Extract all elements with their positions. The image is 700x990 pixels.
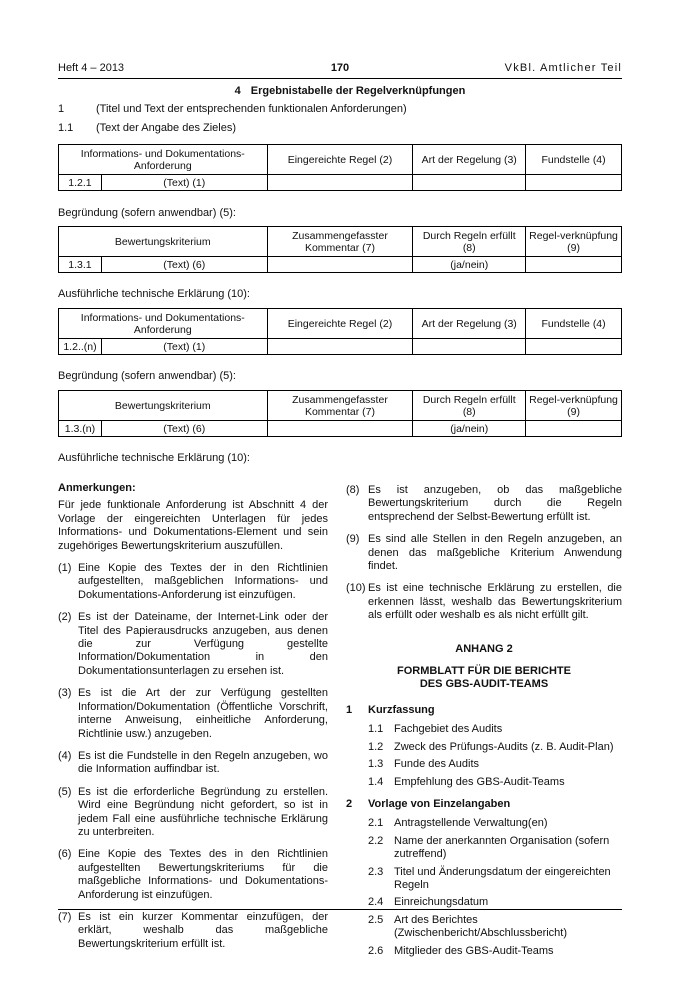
empty-cell bbox=[526, 257, 622, 273]
caption-begruendung: Begründung (sofern anwendbar) (5): bbox=[58, 207, 236, 219]
caption-erklaerung: Ausführliche technische Erklärung (10): bbox=[58, 288, 250, 300]
remark-item bbox=[346, 582, 622, 622]
row-number: 1.2..(n) bbox=[59, 339, 102, 355]
empty-cell bbox=[267, 421, 413, 437]
sub-key: 2.2 bbox=[368, 834, 384, 847]
row-value: (ja/nein) bbox=[413, 257, 526, 273]
footer-rule bbox=[58, 909, 622, 910]
header-cell: Zusammengefasster Kommentar (7) bbox=[267, 391, 413, 421]
remark-text: Es ist der Dateiname, der Internet-Link oder der Titel des Papierausdrucks anzugeben, aus denen die zur Verfügung gestellte Information/Dokumentation in den Dokumentationsunterlagen zu ersehen ist. bbox=[78, 611, 328, 677]
table-3 bbox=[58, 308, 622, 355]
row-text: (Text) (1) bbox=[101, 175, 267, 191]
line-number: 1 bbox=[58, 103, 65, 115]
annex-section-title: Kurzfassung bbox=[368, 703, 435, 716]
row-value: (ja/nein) bbox=[413, 421, 526, 437]
annex-sub-item bbox=[346, 817, 622, 830]
section-title: Ergebnistabelle der Regelverknüpfungen bbox=[250, 85, 466, 97]
line-text: (Titel und Text der entsprechenden funktionalen Anforderungen) bbox=[96, 103, 407, 115]
annex-section-1 bbox=[346, 704, 622, 717]
annex-title: ANHANG 2 bbox=[455, 642, 513, 655]
remark-text: Es ist die Fundstelle in den Regeln anzugeben, wo die Information auffindbar ist. bbox=[78, 749, 328, 776]
remarks-column bbox=[58, 482, 328, 951]
remark-key: (10) bbox=[346, 582, 366, 595]
annex-sub-item bbox=[346, 914, 622, 941]
row-text: (Text) (6) bbox=[101, 421, 267, 437]
remark-key: (5) bbox=[58, 785, 72, 798]
remark-text: Es ist die Art der zur Verfügung gestellten Information/Dokumentation (Öffentliche Vorschrift, interne Anweisung, einheitliche Anforderung, Richtlinie usw.) anzugeben. bbox=[78, 687, 328, 740]
annex-subtitle-1: FORMBLATT FÜR DIE BERICHTE bbox=[397, 665, 571, 678]
remark-text: Eine Kopie des Textes der in den Richtlinien aufgestellten, maßgeblichen Informations- und Dokumentations-Anforderung ist einzufügen. bbox=[78, 562, 328, 601]
table-row bbox=[59, 257, 622, 273]
table-header-row bbox=[59, 227, 622, 257]
annex-sub-item bbox=[346, 866, 622, 893]
empty-cell bbox=[267, 339, 413, 355]
header-cell: Art der Regelung (3) bbox=[413, 145, 526, 175]
sub-text: Funde des Audits bbox=[394, 758, 480, 771]
page-number: 170 bbox=[330, 62, 350, 74]
header-cell: Bewertungskriterium bbox=[59, 227, 268, 257]
remarks-intro: Für jede funktionale Anforderung ist Abschnitt 4 der Vorlage der eingereichten Unterlagen für jedes Informations- und Dokumentations-Element und sein zugehöriges Bewertungskriterium auszufüllen. bbox=[58, 499, 328, 552]
empty-cell bbox=[267, 257, 413, 273]
remark-item bbox=[58, 611, 328, 678]
annex-section-2 bbox=[346, 798, 622, 811]
header-cell: Eingereichte Regel (2) bbox=[267, 145, 413, 175]
remark-key: (3) bbox=[58, 687, 72, 700]
sub-key: 2.5 bbox=[368, 913, 384, 926]
sub-key: 2.3 bbox=[368, 865, 384, 878]
header-cell: Bewertungskriterium bbox=[59, 391, 268, 421]
line-1-1 bbox=[58, 122, 236, 134]
header-cell: Informations- und Dokumentations-Anforderung bbox=[59, 309, 268, 339]
remark-item bbox=[58, 750, 328, 777]
remark-item bbox=[58, 911, 328, 951]
remark-item bbox=[58, 562, 328, 602]
table-2 bbox=[58, 226, 622, 273]
header-cell: Art der Regelung (3) bbox=[413, 309, 526, 339]
remark-key: (8) bbox=[346, 484, 360, 496]
row-number: 1.2.1 bbox=[59, 175, 102, 191]
right-column bbox=[346, 484, 622, 958]
running-header bbox=[58, 62, 622, 78]
header-cell: Informations- und Dokumentations-Anforderung bbox=[59, 145, 268, 175]
sub-key: 2.4 bbox=[368, 896, 384, 909]
annex-section-key: 2 bbox=[346, 797, 353, 810]
sub-text: Name der anerkannten Organisation (sofern zutreffend) bbox=[394, 834, 610, 861]
annex-section-title: Vorlage von Einzelangaben bbox=[368, 797, 511, 810]
row-number: 1.3.(n) bbox=[59, 421, 102, 437]
line-number: 1.1 bbox=[58, 122, 74, 134]
line-1 bbox=[58, 103, 407, 115]
header-cell: Durch Regeln erfüllt (8) bbox=[413, 391, 526, 421]
sub-key: 1.1 bbox=[368, 723, 384, 736]
remark-key: (4) bbox=[58, 749, 72, 762]
annex-sub-item bbox=[346, 758, 622, 771]
remark-key: (1) bbox=[58, 562, 72, 575]
caption-erklaerung: Ausführliche technische Erklärung (10): bbox=[58, 452, 250, 464]
sub-key: 1.2 bbox=[368, 740, 384, 753]
header-cell: Regel-verknüpfung (9) bbox=[526, 391, 622, 421]
row-text: (Text) (1) bbox=[101, 339, 267, 355]
remark-key: (6) bbox=[58, 848, 72, 861]
remark-item bbox=[58, 848, 328, 902]
empty-cell bbox=[526, 421, 622, 437]
annex-sub-item bbox=[346, 723, 622, 736]
header-cell: Regel-verknüpfung (9) bbox=[526, 227, 622, 257]
table-header-row bbox=[59, 145, 622, 175]
sub-key: 2.6 bbox=[368, 944, 384, 957]
header-rule bbox=[58, 78, 622, 79]
remark-text: Es ist eine technische Erklärung zu erstellen, die erkennen lässt, weshalb das Bewertungskriterium als erfüllt oder weshalb es als nicht erfüllt gilt. bbox=[368, 582, 622, 622]
section-heading bbox=[0, 85, 700, 97]
header-cell: Durch Regeln erfüllt (8) bbox=[413, 227, 526, 257]
table-header-row bbox=[59, 309, 622, 339]
issue-label: Heft 4 – 2013 bbox=[58, 62, 125, 74]
annex-subtitle-2: DES GBS-AUDIT-TEAMS bbox=[419, 678, 549, 691]
annex-sub-item bbox=[346, 835, 622, 862]
sub-text: Antragstellende Verwaltung(en) bbox=[394, 817, 548, 830]
table-row bbox=[59, 421, 622, 437]
sub-key: 1.3 bbox=[368, 758, 384, 771]
publication-title: VkBl. Amtlicher Teil bbox=[504, 62, 622, 74]
empty-cell bbox=[526, 339, 622, 355]
remark-text: Es sind alle Stellen in den Regeln anzugeben, an denen das maßgebliche Kriterium Anwendung findet. bbox=[368, 533, 622, 573]
sub-text: Art des Berichtes (Zwischenbericht/Abschlussbericht) bbox=[394, 913, 568, 940]
row-number: 1.3.1 bbox=[59, 257, 102, 273]
remarks-title: Anmerkungen: bbox=[58, 482, 136, 494]
caption-begruendung: Begründung (sofern anwendbar) (5): bbox=[58, 370, 236, 382]
annex-sub-item bbox=[346, 776, 622, 789]
sub-text: Empfehlung des GBS-Audit-Teams bbox=[394, 775, 565, 788]
remark-text: Es ist ein kurzer Kommentar einzufügen, der erklärt, weshalb das maßgebliche Bewertungskriterium erfüllt ist. bbox=[78, 910, 328, 950]
sub-text: Mitglieder des GBS-Audit-Teams bbox=[394, 944, 554, 957]
sub-text: Fachgebiet des Audits bbox=[394, 723, 503, 736]
header-cell: Fundstelle (4) bbox=[526, 309, 622, 339]
line-text: (Text der Angabe des Zieles) bbox=[96, 122, 237, 134]
sub-key: 2.1 bbox=[368, 817, 384, 830]
remark-key: (9) bbox=[346, 533, 360, 546]
annex-sub-item bbox=[346, 741, 622, 754]
section-number: 4 bbox=[234, 85, 241, 97]
sub-text: Titel und Änderungsdatum der eingereichten Regeln bbox=[394, 865, 611, 891]
sub-text: Zweck des Prüfungs-Audits (z. B. Audit-Plan) bbox=[394, 740, 614, 753]
remark-text: Es ist die erforderliche Begründung zu erstellen. Wird eine Begründung nicht gefordert, so ist in jedem Fall eine ausführliche technische Erklärung zu unterbreiten. bbox=[78, 785, 328, 838]
remark-key: (2) bbox=[58, 611, 72, 624]
annex-section-key: 1 bbox=[346, 703, 353, 716]
table-4 bbox=[58, 390, 622, 437]
table-1 bbox=[58, 144, 622, 191]
remark-item bbox=[346, 484, 622, 524]
header-cell: Fundstelle (4) bbox=[526, 145, 622, 175]
annex-sub-item bbox=[346, 896, 622, 909]
remark-item bbox=[58, 687, 328, 741]
header-cell: Zusammengefasster Kommentar (7) bbox=[267, 227, 413, 257]
empty-cell bbox=[413, 175, 526, 191]
empty-cell bbox=[267, 175, 413, 191]
sub-key: 1.4 bbox=[368, 775, 384, 788]
table-row bbox=[59, 175, 622, 191]
empty-cell bbox=[413, 339, 526, 355]
annex-sub-item bbox=[346, 945, 622, 958]
remark-key: (7) bbox=[58, 910, 72, 923]
table-row bbox=[59, 339, 622, 355]
remark-item bbox=[346, 533, 622, 573]
row-text: (Text) (6) bbox=[101, 257, 267, 273]
remark-text: Eine Kopie des Textes des in den Richtlinien aufgestellten Bewertungskriteriums für die maßgebliche Informations- und Dokumentations-Anforderung ist einzufügen. bbox=[78, 848, 328, 901]
remark-text: Es ist anzugeben, ob das maßgebliche Bewertungskriterium durch die Regeln entsprechend der Selbst-Bewertung erfüllt ist. bbox=[368, 484, 622, 523]
table-header-row bbox=[59, 391, 622, 421]
empty-cell bbox=[526, 175, 622, 191]
remark-item bbox=[58, 786, 328, 840]
header-cell: Eingereichte Regel (2) bbox=[267, 309, 413, 339]
sub-text: Einreichungsdatum bbox=[394, 896, 489, 909]
